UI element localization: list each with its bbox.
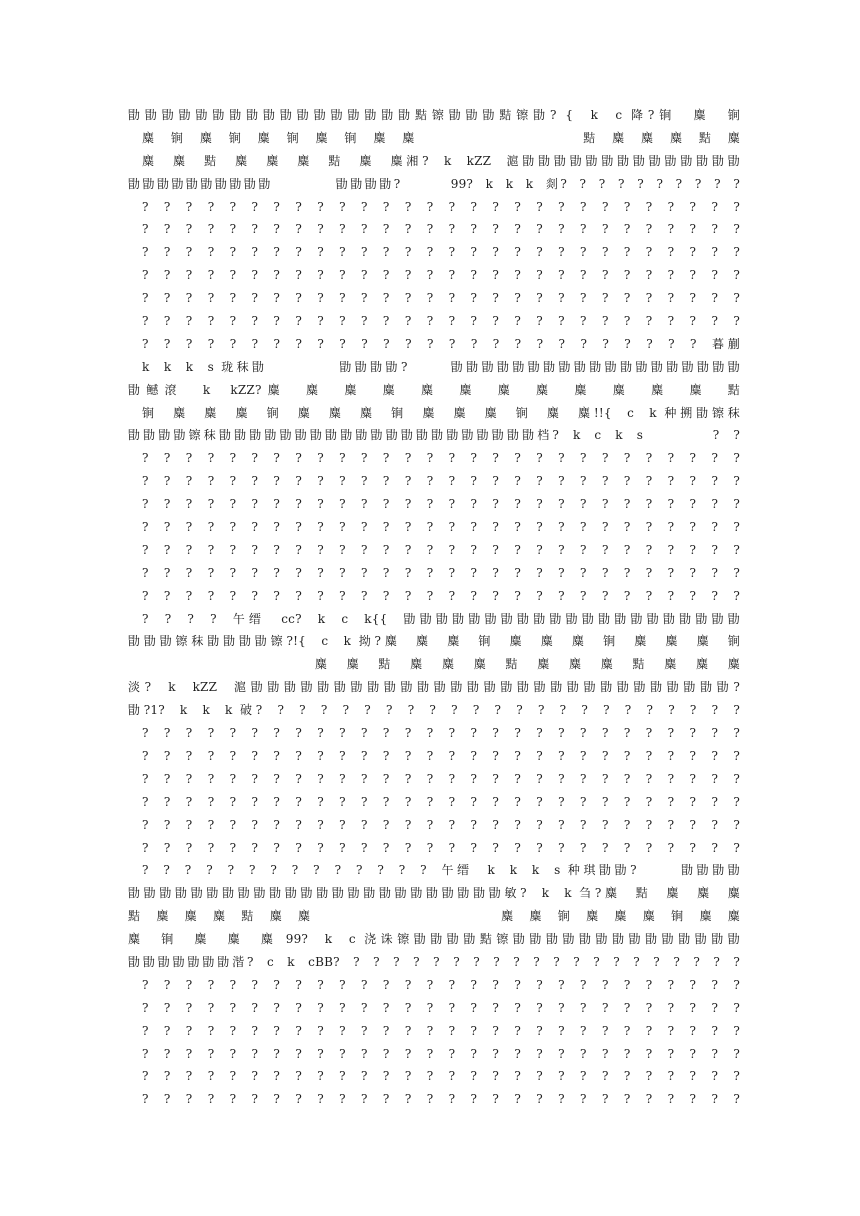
text-line: 勖勖勖镲秣勖勖勖勖镲?!{ c k 拗?麋 麋 麋 锏 麋 麋 麋 锏 麋 麋 麋 锏	[128, 634, 740, 649]
text-line: 麋 麋 黠 麋 麋 麋 黠 麋 麋湘? k kZZ 滬勖勖勖勖勖勖勖勖勖勖勖勖勖勖	[142, 153, 740, 168]
text-line: ? ? ? ? ? ? ? ? ? ? ? ? ? ? ? ? ? ? ? ? ? ? ? ? ? ? ? ?	[142, 451, 740, 466]
text-line: ? ? ? ? ? ? ? ? ? ? ? ? ? ? ? ? ? ? ? ? ? ? ? ? ? ? ? ?	[142, 542, 740, 557]
text-line: ? ? ? ? ? ? ? ? ? ? ? ? ? ? ? ? ? ? ? ? ? ? ? ? ? ? ? ?	[142, 748, 740, 763]
text-line: ? ? ? ? ? ? ? ? ? ? ? ? ? ? ? ? ? ? ? ? ? ? ? ? ? ? ? ?	[142, 199, 740, 214]
text-line: ? ? ? ? ? ? ? ? ? ? ? ? ? ? 午缙 k k k s 种琪勖勖? 勖勖勖勖	[142, 863, 740, 878]
text-line: ? ? ? ? ? ? ? ? ? ? ? ? ? ? ? ? ? ? ? ? ? ? ? ? ? ? ? ?	[142, 245, 740, 260]
text-line: 勖勖勖勖勖勖勖勖勖勖勖勖勖勖勖勖勖黠镲勖勖勖黠镲勖? { k c 降?锏 麋 锏	[128, 108, 740, 122]
text-line: ? ? ? ? ? ? ? ? ? ? ? ? ? ? ? ? ? ? ? ? ? ? ? ? ? ? ? ?	[142, 474, 740, 489]
garbled-text-body	[128, 104, 740, 1111]
text-line: ? ? ? ? ? ? ? ? ? ? ? ? ? ? ? ? ? ? ? ? ? ? ? ? ? ? 暮蒯	[142, 336, 740, 351]
text-line: ? ? ? ? ? ? ? ? ? ? ? ? ? ? ? ? ? ? ? ? ? ? ? ? ? ? ? ?	[142, 726, 740, 741]
text-line: ? ? ? ? ? ? ? ? ? ? ? ? ? ? ? ? ? ? ? ? ? ? ? ? ? ? ? ?	[142, 588, 740, 603]
text-line: 麋 麋 黠 麋 麋 麋 黠 麋 麋 麋 黠 麋 麋 麋	[142, 657, 740, 672]
text-line: 勖鳡滾 k kZZ?麋 麋 麋 麋 麋 麋 麋 麋 麋 麋 麋 麋 黠	[128, 382, 740, 397]
text-line: ? ? ? ? ? ? ? ? ? ? ? ? ? ? ? ? ? ? ? ? ? ? ? ? ? ? ? ?	[142, 314, 740, 329]
text-line: ? ? ? ? ? ? ? ? ? ? ? ? ? ? ? ? ? ? ? ? ? ? ? ? ? ? ? ?	[142, 520, 740, 535]
text-line: 勖勖勖勖镲秣勖勖勖勖勖勖勖勖勖勖勖勖勖勖勖勖勖勖勖勖勖档? k c k s ? ?	[128, 428, 740, 443]
text-line: ? ? ? ? ? ? ? ? ? ? ? ? ? ? ? ? ? ? ? ? ? ? ? ? ? ? ? ?	[142, 1000, 740, 1015]
text-line: 勖勖勖勖勖勖勖勖勖勖 勖勖勖勖? 99? k k k 剡? ? ? ? ? ? ? ? ? ?	[128, 176, 740, 191]
text-line: ? ? ? ? ? ? ? ? ? ? ? ? ? ? ? ? ? ? ? ? ? ? ? ? ? ? ? ?	[142, 1046, 740, 1061]
text-line: ? ? ? ? ? ? ? ? ? ? ? ? ? ? ? ? ? ? ? ? ? ? ? ? ? ? ? ?	[142, 794, 740, 809]
text-line: ? ? ? ? ? ? ? ? ? ? ? ? ? ? ? ? ? ? ? ? ? ? ? ? ? ? ? ?	[142, 771, 740, 786]
text-line: 黠 麋 麋 麋 黠 麋 麋 麋 麋 锏 麋 麋 麋 锏 麋 麋	[128, 909, 740, 924]
text-line: 勖勖勖勖勖勖勖勖勖勖勖勖勖勖勖勖勖勖勖勖勖勖勖勖敏? k k 刍?麋 黠 麋 麋 麋	[128, 886, 740, 901]
text-line: ? ? ? ? ? ? ? ? ? ? ? ? ? ? ? ? ? ? ? ? ? ? ? ? ? ? ? ?	[142, 840, 740, 855]
text-line: ? ? ? ? ? ? ? ? ? ? ? ? ? ? ? ? ? ? ? ? ? ? ? ? ? ? ? ?	[142, 1069, 740, 1084]
text-line: ? ? ? ? ? ? ? ? ? ? ? ? ? ? ? ? ? ? ? ? ? ? ? ? ? ? ? ?	[142, 268, 740, 283]
text-line: ? ? ? ? ? ? ? ? ? ? ? ? ? ? ? ? ? ? ? ? ? ? ? ? ? ? ? ?	[142, 1092, 740, 1107]
text-line: 勖勖勖勖勖勖勖湝? c k cBB? ? ? ? ? ? ? ? ? ? ? ? ? ? ? ? ? ? ? ? ?	[128, 954, 740, 969]
text-line: k k k s 珑秣勖 勖勖勖勖? 勖勖勖勖勖勖勖勖勖勖勖勖勖勖勖勖勖勖勖	[142, 359, 740, 374]
text-line: ? ? ? ? 午缙 cc? k c k{{ 勖勖勖勖勖勖勖勖勖勖勖勖勖勖勖勖勖勖勖勖勖	[142, 611, 740, 626]
text-line: ? ? ? ? ? ? ? ? ? ? ? ? ? ? ? ? ? ? ? ? ? ? ? ? ? ? ? ?	[142, 1023, 740, 1038]
text-line: ? ? ? ? ? ? ? ? ? ? ? ? ? ? ? ? ? ? ? ? ? ? ? ? ? ? ? ?	[142, 497, 740, 512]
text-line: ? ? ? ? ? ? ? ? ? ? ? ? ? ? ? ? ? ? ? ? ? ? ? ? ? ? ? ?	[142, 222, 740, 237]
text-line: 锏 麋 麋 麋 锏 麋 麋 麋 锏 麋 麋 麋 锏 麋 麋!!{ c k 种搠勖镲秣	[142, 405, 740, 420]
text-line: ? ? ? ? ? ? ? ? ? ? ? ? ? ? ? ? ? ? ? ? ? ? ? ? ? ? ? ?	[142, 817, 740, 832]
text-line: 淡? k kZZ 滬勖勖勖勖勖勖勖勖勖勖勖勖勖勖勖勖勖勖勖勖勖勖勖勖勖勖勖勖勖?	[128, 680, 740, 695]
text-line: ? ? ? ? ? ? ? ? ? ? ? ? ? ? ? ? ? ? ? ? ? ? ? ? ? ? ? ?	[142, 291, 740, 306]
text-line: 麋 锏 麋 锏 麋 锏 麋 锏 麋 麋 黠 麋 麋 麋 黠 麋	[142, 130, 740, 145]
text-line: 勖?1? k k k 破? ? ? ? ? ? ? ? ? ? ? ? ? ? ? ? ? ? ? ? ? ? ?	[128, 703, 740, 718]
text-line: ? ? ? ? ? ? ? ? ? ? ? ? ? ? ? ? ? ? ? ? ? ? ? ? ? ? ? ?	[142, 565, 740, 580]
text-line: 麋 锏 麋 麋 麋 99? k c 浇诛镲勖勖勖勖黠镲勖勖勖勖勖勖勖勖勖勖勖勖勖勖	[128, 932, 740, 947]
text-line: ? ? ? ? ? ? ? ? ? ? ? ? ? ? ? ? ? ? ? ? ? ? ? ? ? ? ? ?	[142, 977, 740, 992]
